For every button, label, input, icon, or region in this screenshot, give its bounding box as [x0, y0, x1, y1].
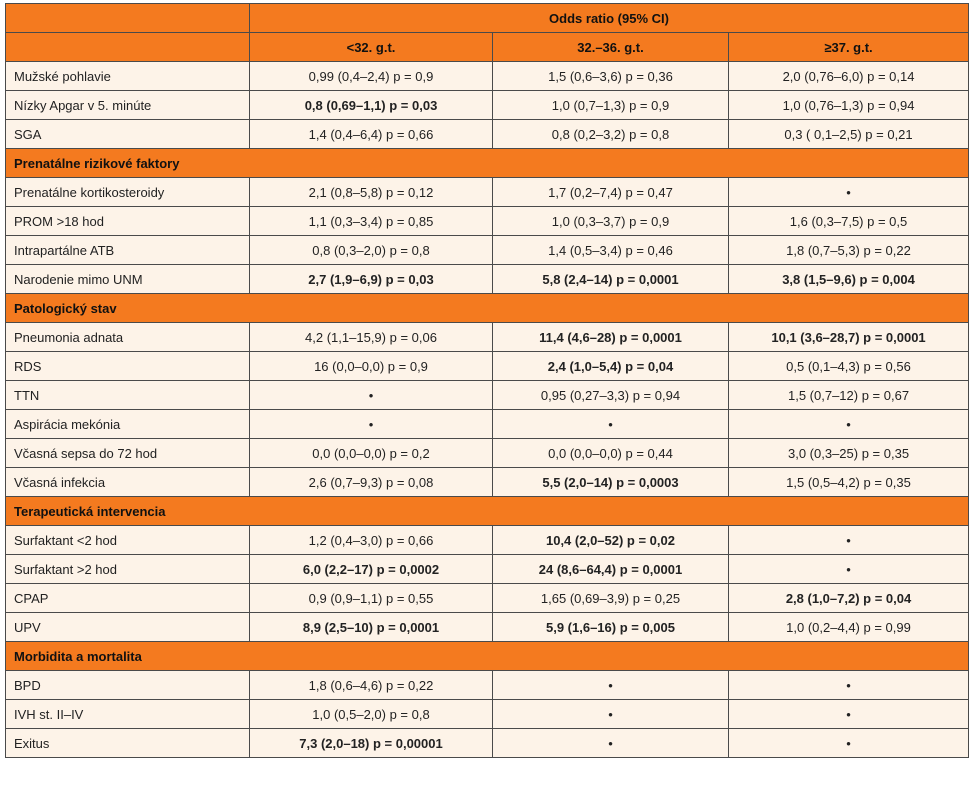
value-cell: •: [729, 526, 969, 555]
value-cell: 0,8 (0,3–2,0) p = 0,8: [250, 236, 493, 265]
value-cell: 1,6 (0,3–7,5) p = 0,5: [729, 207, 969, 236]
table-row: [6, 236, 969, 265]
value-cell: 1,4 (0,5–3,4) p = 0,46: [493, 236, 729, 265]
value-cell: 4,2 (1,1–15,9) p = 0,06: [250, 323, 493, 352]
value-cell: •: [729, 410, 969, 439]
row-label: Včasná infekcia: [6, 468, 250, 497]
table-body: [6, 4, 969, 758]
value-cell: 2,7 (1,9–6,9) p = 0,03: [250, 265, 493, 294]
value-cell: 1,0 (0,76–1,3) p = 0,94: [729, 91, 969, 120]
row-label: Exitus: [6, 729, 250, 758]
column-header-lt32: <32. g.t.: [250, 33, 493, 62]
table-row: [6, 265, 969, 294]
row-label: Intrapartálne ATB: [6, 236, 250, 265]
table-row: [6, 120, 969, 149]
row-label: SGA: [6, 120, 250, 149]
section-header-label: Patologický stav: [6, 294, 969, 323]
value-cell: 0,3 ( 0,1–2,5) p = 0,21: [729, 120, 969, 149]
section-header-label: Prenatálne rizikové faktory: [6, 149, 969, 178]
table-row: [6, 671, 969, 700]
value-cell: 1,0 (0,2–4,4) p = 0,99: [729, 613, 969, 642]
value-cell: 0,99 (0,4–2,4) p = 0,9: [250, 62, 493, 91]
value-cell: •: [729, 671, 969, 700]
value-cell: 7,3 (2,0–18) p = 0,00001: [250, 729, 493, 758]
value-cell: 2,0 (0,76–6,0) p = 0,14: [729, 62, 969, 91]
row-label: Mužské pohlavie: [6, 62, 250, 91]
row-label: Surfaktant >2 hod: [6, 555, 250, 584]
header-corner-cell: [6, 33, 250, 62]
row-label: Pneumonia adnata: [6, 323, 250, 352]
table-row: [6, 352, 969, 381]
value-cell: 1,4 (0,4–6,4) p = 0,66: [250, 120, 493, 149]
row-label: IVH st. II–IV: [6, 700, 250, 729]
value-cell: 0,8 (0,2–3,2) p = 0,8: [493, 120, 729, 149]
value-cell: 2,6 (0,7–9,3) p = 0,08: [250, 468, 493, 497]
row-label: Včasná sepsa do 72 hod: [6, 439, 250, 468]
value-cell: 6,0 (2,2–17) p = 0,0002: [250, 555, 493, 584]
value-cell: 1,5 (0,5–4,2) p = 0,35: [729, 468, 969, 497]
value-cell: 11,4 (4,6–28) p = 0,0001: [493, 323, 729, 352]
table-row: [6, 729, 969, 758]
table-row: [6, 323, 969, 352]
table-row: [6, 207, 969, 236]
table-row: [6, 613, 969, 642]
value-cell: 0,0 (0,0–0,0) p = 0,2: [250, 439, 493, 468]
value-cell: •: [250, 410, 493, 439]
value-cell: •: [493, 729, 729, 758]
header-row-columns: [6, 33, 969, 62]
table-row: [6, 700, 969, 729]
value-cell: •: [493, 700, 729, 729]
row-label: Narodenie mimo UNM: [6, 265, 250, 294]
header-group-label: Odds ratio (95% CI): [250, 4, 969, 33]
value-cell: 5,8 (2,4–14) p = 0,0001: [493, 265, 729, 294]
value-cell: •: [729, 555, 969, 584]
value-cell: 1,8 (0,6–4,6) p = 0,22: [250, 671, 493, 700]
odds-ratio-table-container: [5, 3, 969, 758]
table-row: [6, 555, 969, 584]
table-row: [6, 62, 969, 91]
row-label: RDS: [6, 352, 250, 381]
value-cell: 5,5 (2,0–14) p = 0,0003: [493, 468, 729, 497]
table-row: [6, 526, 969, 555]
value-cell: 0,8 (0,69–1,1) p = 0,03: [250, 91, 493, 120]
value-cell: •: [729, 178, 969, 207]
value-cell: 1,7 (0,2–7,4) p = 0,47: [493, 178, 729, 207]
row-label: Aspirácia mekónia: [6, 410, 250, 439]
header-row-group: [6, 4, 969, 33]
value-cell: 3,0 (0,3–25) p = 0,35: [729, 439, 969, 468]
value-cell: 0,9 (0,9–1,1) p = 0,55: [250, 584, 493, 613]
row-label: Nízky Apgar v 5. minúte: [6, 91, 250, 120]
value-cell: 2,1 (0,8–5,8) p = 0,12: [250, 178, 493, 207]
table-row: [6, 178, 969, 207]
value-cell: 2,4 (1,0–5,4) p = 0,04: [493, 352, 729, 381]
row-label: BPD: [6, 671, 250, 700]
section-header-row: [6, 149, 969, 178]
section-header-row: [6, 642, 969, 671]
table-row: [6, 468, 969, 497]
row-label: Prenatálne kortikosteroidy: [6, 178, 250, 207]
section-header-row: [6, 294, 969, 323]
value-cell: •: [250, 381, 493, 410]
value-cell: •: [493, 410, 729, 439]
row-label: UPV: [6, 613, 250, 642]
value-cell: 1,2 (0,4–3,0) p = 0,66: [250, 526, 493, 555]
column-header-ge37: ≥37. g.t.: [729, 33, 969, 62]
odds-ratio-table: [5, 3, 969, 758]
table-row: [6, 584, 969, 613]
value-cell: 1,5 (0,7–12) p = 0,67: [729, 381, 969, 410]
value-cell: 10,1 (3,6–28,7) p = 0,0001: [729, 323, 969, 352]
row-label: Surfaktant <2 hod: [6, 526, 250, 555]
value-cell: 2,8 (1,0–7,2) p = 0,04: [729, 584, 969, 613]
value-cell: 1,5 (0,6–3,6) p = 0,36: [493, 62, 729, 91]
table-row: [6, 439, 969, 468]
table-row: [6, 410, 969, 439]
value-cell: 0,95 (0,27–3,3) p = 0,94: [493, 381, 729, 410]
value-cell: 1,65 (0,69–3,9) p = 0,25: [493, 584, 729, 613]
value-cell: 1,0 (0,3–3,7) p = 0,9: [493, 207, 729, 236]
value-cell: 1,1 (0,3–3,4) p = 0,85: [250, 207, 493, 236]
value-cell: 1,0 (0,5–2,0) p = 0,8: [250, 700, 493, 729]
table-row: [6, 91, 969, 120]
header-corner-cell: [6, 4, 250, 33]
value-cell: 1,8 (0,7–5,3) p = 0,22: [729, 236, 969, 265]
value-cell: 24 (8,6–64,4) p = 0,0001: [493, 555, 729, 584]
value-cell: •: [729, 729, 969, 758]
value-cell: 0,0 (0,0–0,0) p = 0,44: [493, 439, 729, 468]
value-cell: 3,8 (1,5–9,6) p = 0,004: [729, 265, 969, 294]
value-cell: •: [729, 700, 969, 729]
section-header-label: Terapeutická intervencia: [6, 497, 969, 526]
value-cell: 0,5 (0,1–4,3) p = 0,56: [729, 352, 969, 381]
value-cell: 5,9 (1,6–16) p = 0,005: [493, 613, 729, 642]
value-cell: 16 (0,0–0,0) p = 0,9: [250, 352, 493, 381]
row-label: PROM >18 hod: [6, 207, 250, 236]
value-cell: 1,0 (0,7–1,3) p = 0,9: [493, 91, 729, 120]
table-row: [6, 381, 969, 410]
row-label: CPAP: [6, 584, 250, 613]
section-header-row: [6, 497, 969, 526]
value-cell: •: [493, 671, 729, 700]
row-label: TTN: [6, 381, 250, 410]
section-header-label: Morbidita a mortalita: [6, 642, 969, 671]
column-header-32-36: 32.–36. g.t.: [493, 33, 729, 62]
value-cell: 10,4 (2,0–52) p = 0,02: [493, 526, 729, 555]
value-cell: 8,9 (2,5–10) p = 0,0001: [250, 613, 493, 642]
